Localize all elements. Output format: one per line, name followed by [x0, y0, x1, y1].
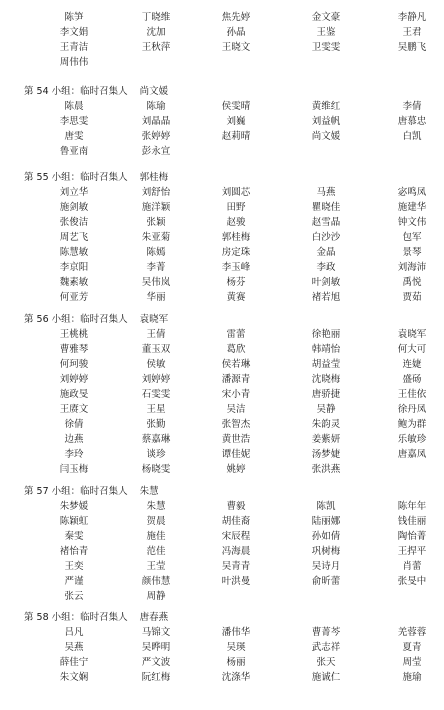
member-name: 秦雯 [64, 531, 84, 542]
member-name: 褚若旭 [311, 292, 341, 303]
member-name: 何大可 [397, 344, 427, 355]
member-name: 武志祥 [311, 642, 341, 653]
group-leader: 唐春燕 [139, 612, 169, 623]
member-name: 陈慧敏 [59, 247, 89, 258]
member-name: 华丽 [146, 292, 166, 303]
member-name: 刘益帆 [311, 116, 341, 127]
member-name: 阮红梅 [141, 672, 171, 683]
member-name: 朱文娴 [59, 672, 89, 683]
member-name: 汤梦婕 [311, 449, 341, 460]
member-name: 曹雅琴 [59, 344, 89, 355]
member-name: 张勤 [146, 419, 166, 430]
name-row [0, 589, 444, 604]
member-name: 侯敏 [146, 359, 166, 370]
member-name: 沈晓梅 [311, 374, 341, 385]
member-name: 孙如倩 [311, 531, 341, 542]
member-name: 刘晶晶 [141, 116, 171, 127]
member-name: 黄赛 [226, 292, 246, 303]
name-row [0, 514, 444, 529]
member-name: 施洋颖 [141, 202, 171, 213]
member-name: 吴鹏飞 [397, 42, 427, 53]
name-row [0, 432, 444, 447]
member-name: 唐雯 [64, 131, 84, 142]
member-name: 连婕 [402, 359, 422, 370]
member-name: 宋辰程 [221, 531, 251, 542]
member-name: 钱佳丽 [397, 516, 427, 527]
member-name: 陈年年 [397, 501, 427, 512]
member-name: 俞昕蕾 [311, 576, 341, 587]
group-title: 第 54 小组：临时召集人 [24, 86, 128, 97]
member-name: 彭永宣 [141, 146, 171, 157]
member-name: 曹菁芩 [311, 627, 341, 638]
member-name: 边燕 [64, 434, 84, 445]
name-row [0, 230, 444, 245]
member-name: 肖蕾 [402, 561, 422, 572]
group-title: 第 55 小组：临时召集人 [24, 172, 128, 183]
member-name: 刘巍 [226, 116, 246, 127]
name-row [0, 447, 444, 462]
member-name: 杨芬 [226, 277, 246, 288]
member-name: 施诚仁 [311, 672, 341, 683]
member-name: 金晶 [316, 247, 336, 258]
member-name: 范佳 [146, 546, 166, 557]
member-name: 杨丽 [226, 657, 246, 668]
member-name: 赵骏 [226, 217, 246, 228]
member-name: 卫雯雯 [311, 42, 341, 53]
member-name: 王倩 [146, 329, 166, 340]
member-name: 宓鸣凤 [397, 187, 427, 198]
member-name: 胡佳裔 [221, 516, 251, 527]
member-name: 周艺飞 [59, 232, 89, 243]
member-name: 陈凯 [316, 501, 336, 512]
member-name: 徐艳丽 [311, 329, 341, 340]
member-name: 曹毅 [226, 501, 246, 512]
member-name: 吴晔明 [141, 642, 171, 653]
member-name: 王鉴 [316, 27, 336, 38]
name-row [0, 215, 444, 230]
name-row [0, 387, 444, 402]
member-name: 韩靖怡 [311, 344, 341, 355]
name-row [0, 462, 444, 477]
member-name: 唐骄捷 [311, 389, 341, 400]
member-name: 王莹 [146, 561, 166, 572]
member-name: 禹悦 [402, 277, 422, 288]
member-name: 张智杰 [221, 419, 251, 430]
member-name: 景琴 [402, 247, 422, 258]
name-row [0, 144, 444, 159]
member-name: 王青洁 [59, 42, 89, 53]
member-name: 马燕 [316, 187, 336, 198]
member-name: 严谨 [64, 576, 84, 587]
member-name: 吴洁 [226, 404, 246, 415]
name-row [0, 200, 444, 215]
member-name: 贾茹 [402, 292, 422, 303]
member-name: 吴伟岚 [141, 277, 171, 288]
member-name: 谭佳妮 [221, 449, 251, 460]
member-name: 王赓文 [59, 404, 89, 415]
member-name: 杨晓雯 [141, 464, 171, 475]
member-name: 石雯雯 [141, 389, 171, 400]
member-name: 潘源青 [221, 374, 251, 385]
group-leader: 朱慧 [139, 486, 159, 497]
member-name: 吕凡 [64, 627, 84, 638]
member-name: 李文娟 [59, 27, 89, 38]
member-name: 贺晨 [146, 516, 166, 527]
member-name: 瞿晓佳 [311, 202, 341, 213]
member-name: 沈涤华 [221, 672, 251, 683]
group-title: 第 57 小组：临时召集人 [24, 486, 128, 497]
member-name: 钟文伟 [397, 217, 427, 228]
member-name: 王奕 [64, 561, 84, 572]
name-row [0, 25, 444, 40]
member-name: 王晓文 [221, 42, 251, 53]
member-name: 吴青青 [221, 561, 251, 572]
group-leader: 郭桂梅 [139, 172, 169, 183]
member-name: 颜伟慧 [141, 576, 171, 587]
name-row [0, 625, 444, 640]
name-row [0, 40, 444, 55]
member-name: 叶洪曼 [221, 576, 251, 587]
member-name: 蔡嘉琳 [141, 434, 171, 445]
name-row [0, 574, 444, 589]
member-name: 葛欣 [226, 344, 246, 355]
member-name: 董玉双 [141, 344, 171, 355]
member-name: 周伟伟 [59, 57, 89, 68]
member-name: 白沙沙 [311, 232, 341, 243]
member-name: 薛佳宁 [59, 657, 89, 668]
member-name: 李京阳 [59, 262, 89, 273]
member-name: 施瑜 [402, 672, 422, 683]
name-row [0, 55, 444, 70]
member-name: 鲍为群 [397, 419, 427, 430]
name-row [0, 114, 444, 129]
member-name: 李玲 [64, 449, 84, 460]
group-title: 第 58 小组：临时召集人 [24, 612, 128, 623]
member-name: 何珂骏 [59, 359, 89, 370]
member-name: 尚文媛 [311, 131, 341, 142]
member-name: 朱韵灵 [311, 419, 341, 430]
member-name: 郭桂梅 [221, 232, 251, 243]
group-leader: 袁晓军 [139, 314, 169, 325]
name-row [0, 245, 444, 260]
member-name: 吴燕 [64, 642, 84, 653]
name-row [0, 417, 444, 432]
member-name: 陈嫣 [146, 247, 166, 258]
member-name: 马锦文 [141, 627, 171, 638]
member-name: 羌蓉蓉 [397, 627, 427, 638]
member-name: 李静凡 [397, 12, 427, 23]
member-name: 刘舒怡 [141, 187, 171, 198]
member-name: 王秋萍 [141, 42, 171, 53]
member-name: 吴瑛 [226, 642, 246, 653]
member-name: 徐丹凤 [397, 404, 427, 415]
member-name: 赵莉晴 [221, 131, 251, 142]
name-row [0, 327, 444, 342]
name-row [0, 372, 444, 387]
name-row [0, 275, 444, 290]
name-row [0, 185, 444, 200]
member-name: 赵雪晶 [311, 217, 341, 228]
member-name: 王星 [146, 404, 166, 415]
member-name: 雷蕾 [226, 329, 246, 340]
member-name: 焦先婷 [221, 12, 251, 23]
name-row [0, 357, 444, 372]
member-name: 唐慕忠 [397, 116, 427, 127]
member-name: 刘婷婷 [59, 374, 89, 385]
member-name: 周静 [146, 591, 166, 602]
name-row [0, 260, 444, 275]
member-name: 田野 [226, 202, 246, 213]
member-name: 陈笋 [64, 12, 84, 23]
group-heading [24, 84, 168, 99]
member-name: 施政旻 [59, 389, 89, 400]
member-name: 周莹 [402, 657, 422, 668]
member-name: 刘圆芯 [221, 187, 251, 198]
member-name: 陈瑜 [146, 101, 166, 112]
name-row [0, 342, 444, 357]
member-name: 王佳依 [397, 389, 427, 400]
name-row [0, 402, 444, 417]
member-name: 刘海沛 [397, 262, 427, 273]
member-name: 陶怡菁 [397, 531, 427, 542]
member-name: 巩树梅 [311, 546, 341, 557]
member-name: 魏素敏 [59, 277, 89, 288]
member-name: 吴诗月 [311, 561, 341, 572]
member-name: 李菁 [146, 262, 166, 273]
member-name: 张云 [64, 591, 84, 602]
member-name: 孙晶 [226, 27, 246, 38]
member-name: 陆丽娜 [311, 516, 341, 527]
member-name: 沈加 [146, 27, 166, 38]
name-row [0, 544, 444, 559]
member-name: 何亚芳 [59, 292, 89, 303]
member-name: 闫玉梅 [59, 464, 89, 475]
member-name: 冯海晨 [221, 546, 251, 557]
member-name: 刘立华 [59, 187, 89, 198]
member-name: 张天 [316, 657, 336, 668]
member-name: 姜紫妍 [311, 434, 341, 445]
name-row [0, 290, 444, 305]
name-row [0, 99, 444, 114]
member-name: 丁晓维 [141, 12, 171, 23]
member-name: 刘婷婷 [141, 374, 171, 385]
member-name: 张洪燕 [311, 464, 341, 475]
member-name: 黄维红 [311, 101, 341, 112]
member-name: 叶剑敏 [311, 277, 341, 288]
name-row [0, 499, 444, 514]
member-name: 李玉峰 [221, 262, 251, 273]
member-name: 严文波 [141, 657, 171, 668]
member-name: 朱慧 [146, 501, 166, 512]
member-name: 盛砀 [402, 374, 422, 385]
member-name: 施建华 [397, 202, 427, 213]
member-name: 朱亚菊 [141, 232, 171, 243]
member-name: 白凯 [402, 131, 422, 142]
member-name: 徐倩 [64, 419, 84, 430]
group-leader: 尚文媛 [139, 86, 169, 97]
member-name: 金文豪 [311, 12, 341, 23]
member-name: 王桃桃 [59, 329, 89, 340]
name-row [0, 670, 444, 685]
member-name: 褚怡青 [59, 546, 89, 557]
member-name: 袁晓军 [397, 329, 427, 340]
group-heading [24, 170, 168, 185]
member-name: 宋小青 [221, 389, 251, 400]
member-name: 包军 [402, 232, 422, 243]
group-title: 第 56 小组：临时召集人 [24, 314, 128, 325]
member-name: 张婷婷 [141, 131, 171, 142]
member-name: 侯若琳 [221, 359, 251, 370]
member-name: 谈珍 [146, 449, 166, 460]
member-name: 陈颖虹 [59, 516, 89, 527]
member-name: 王君 [402, 27, 422, 38]
member-name: 房定珠 [221, 247, 251, 258]
member-name: 施剑敏 [59, 202, 89, 213]
member-name: 陈晨 [64, 101, 84, 112]
name-row [0, 559, 444, 574]
member-name: 乐敏珍 [397, 434, 427, 445]
member-name: 张旻中 [397, 576, 427, 587]
name-row [0, 129, 444, 144]
member-name: 鲁亚南 [59, 146, 89, 157]
member-name: 张颖 [146, 217, 166, 228]
group-heading [24, 312, 168, 327]
member-name: 张俊洁 [59, 217, 89, 228]
name-row [0, 655, 444, 670]
member-name: 胡益莹 [311, 359, 341, 370]
member-name: 施佳 [146, 531, 166, 542]
member-name: 夏青 [402, 642, 422, 653]
name-row [0, 640, 444, 655]
member-name: 朱梦媛 [59, 501, 89, 512]
member-name: 侯雯晴 [221, 101, 251, 112]
member-name: 王捍平 [397, 546, 427, 557]
member-name: 黄世浩 [221, 434, 251, 445]
member-name: 李倩 [402, 101, 422, 112]
member-name: 李政 [316, 262, 336, 273]
member-name: 姚婷 [226, 464, 246, 475]
group-heading [24, 610, 168, 625]
name-row [0, 10, 444, 25]
member-name: 潘伟华 [221, 627, 251, 638]
member-name: 李思雯 [59, 116, 89, 127]
member-name: 唐嘉凤 [397, 449, 427, 460]
group-heading [24, 484, 159, 499]
name-row [0, 529, 444, 544]
member-name: 吴静 [316, 404, 336, 415]
